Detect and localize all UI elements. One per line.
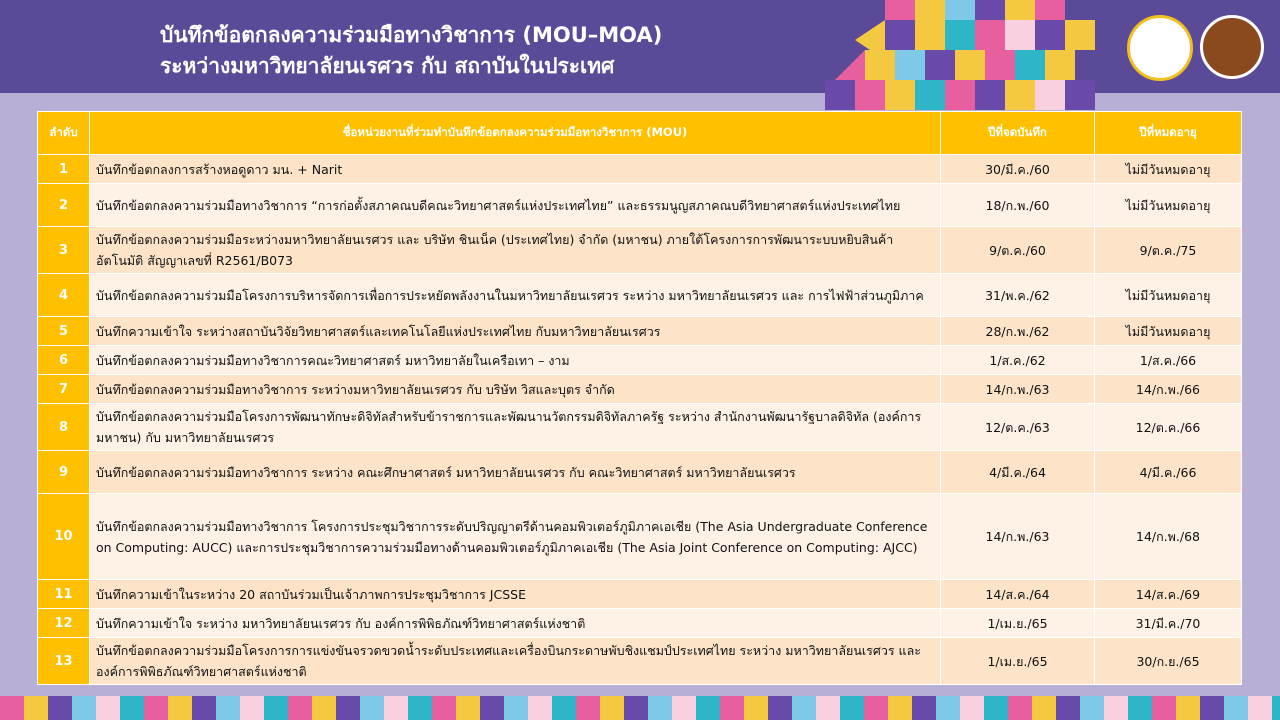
table-row xyxy=(38,494,1242,580)
row-start-date: 18/ก.พ./60 xyxy=(941,184,1095,227)
row-number: 12 xyxy=(38,609,90,638)
title-line-1: บันทึกข้อตกลงความร่วมมือทางวิชาการ (MOU–MOA) xyxy=(160,23,663,47)
row-name: บันทึกข้อตกลงความร่วมมือทางวิชาการคณะวิทยาศาสตร์ มหาวิทยาลัยในเครือเทา – งาม xyxy=(90,346,941,375)
row-name: บันทึกความเข้าในระหว่าง 20 สถาบันร่วมเป็นเจ้าภาพการประชุมวิชาการ JCSSE xyxy=(90,580,941,609)
faculty-logo xyxy=(1200,15,1264,79)
table-row xyxy=(38,375,1242,404)
column-header-no: ลำดับ xyxy=(38,112,90,155)
row-end-date: ไม่มีวันหมดอายุ xyxy=(1095,155,1242,184)
row-number: 13 xyxy=(38,638,90,685)
row-number: 1 xyxy=(38,155,90,184)
row-number: 6 xyxy=(38,346,90,375)
row-number: 2 xyxy=(38,184,90,227)
table-header-row xyxy=(38,112,1242,155)
row-start-date: 9/ต.ค./60 xyxy=(941,227,1095,274)
row-start-date: 14/ก.พ./63 xyxy=(941,494,1095,580)
university-logo xyxy=(1127,15,1193,81)
column-header-start: ปีที่จดบันทึก xyxy=(941,112,1095,155)
row-name: บันทึกความเข้าใจ ระหว่าง มหาวิทยาลัยนเรศวร กับ องค์การพิพิธภัณฑ์วิทยาศาสตร์แห่งชาติ xyxy=(90,609,941,638)
row-number: 3 xyxy=(38,227,90,274)
mou-table xyxy=(37,111,1242,685)
decorative-mosaic xyxy=(815,0,1115,110)
row-end-date: 1/ส.ค./66 xyxy=(1095,346,1242,375)
row-end-date: ไม่มีวันหมดอายุ xyxy=(1095,274,1242,317)
mou-table-container xyxy=(37,111,1241,679)
row-start-date: 1/ส.ค./62 xyxy=(941,346,1095,375)
row-number: 10 xyxy=(38,494,90,580)
row-end-date: 12/ต.ค./66 xyxy=(1095,404,1242,451)
page-title xyxy=(160,20,662,82)
row-end-date: 30/ก.ย./65 xyxy=(1095,638,1242,685)
row-name: บันทึกข้อตกลงความร่วมมือโครงการการแข่งขันจรวดขวดน้ำระดับประเทศและเครื่องบินกระดาษพับชิงแชมป์ประเทศไทย ระหว่าง มหาวิทยาลัยนเรศวร และ องค์การพิพิธภัณฑ์วิทยาศาสตร์แห่งชาติ xyxy=(90,638,941,685)
column-header-name: ชื่อหน่วยงานที่ร่วมทำบันทึกข้อตกลงความร่วมมือทางวิชาการ (MOU) xyxy=(90,112,941,155)
table-row xyxy=(38,451,1242,494)
table-row xyxy=(38,184,1242,227)
row-end-date: 9/ต.ค./75 xyxy=(1095,227,1242,274)
row-end-date: 31/มี.ค./70 xyxy=(1095,609,1242,638)
row-number: 5 xyxy=(38,317,90,346)
table-row xyxy=(38,227,1242,274)
row-number: 4 xyxy=(38,274,90,317)
table-row xyxy=(38,346,1242,375)
column-header-end: ปีที่หมดอายุ xyxy=(1095,112,1242,155)
row-name: บันทึกข้อตกลงความร่วมมือทางวิชาการ โครงการประชุมวิชาการระดับปริญญาตรีด้านคอมพิวเตอร์ภูมิภาคเอเชีย (The Asia Undergraduate Conference on Computing: AUCC) และการประชุมวิชาการความร่วมมือทางด้านคอมพิวเตอร์ภูมิภาคเอเชีย (The Asia Joint Conference on Computing: AJCC) xyxy=(90,494,941,580)
row-start-date: 1/เม.ย./65 xyxy=(941,609,1095,638)
row-start-date: 28/ก.พ./62 xyxy=(941,317,1095,346)
row-number: 9 xyxy=(38,451,90,494)
row-name: บันทึกข้อตกลงความร่วมมือทางวิชาการ “การก่อตั้งสภาคณบดีคณะวิทยาศาสตร์แห่งประเทศไทย” และธรรมนูญสภาคณบดีวิทยาศาสตร์แห่งประเทศไทย xyxy=(90,184,941,227)
row-name: บันทึกความเข้าใจ ระหว่างสถาบันวิจัยวิทยาศาสตร์และเทคโนโลยีแห่งประเทศไทย กับมหาวิทยาลัยนเรศวร xyxy=(90,317,941,346)
row-end-date: ไม่มีวันหมดอายุ xyxy=(1095,317,1242,346)
row-end-date: 14/ก.พ./66 xyxy=(1095,375,1242,404)
row-end-date: 14/ส.ค./69 xyxy=(1095,580,1242,609)
row-name: บันทึกข้อตกลงการสร้างหอดูดาว มน. + Narit xyxy=(90,155,941,184)
row-start-date: 1/เม.ย./65 xyxy=(941,638,1095,685)
table-row xyxy=(38,609,1242,638)
row-start-date: 14/ส.ค./64 xyxy=(941,580,1095,609)
title-line-2: ระหว่างมหาวิทยาลัยนเรศวร กับ สถาบันในประเทศ xyxy=(160,54,615,78)
row-name: บันทึกข้อตกลงความร่วมมือทางวิชาการ ระหว่างมหาวิทยาลัยนเรศวร กับ บริษัท วิสและบุตร จำกัด xyxy=(90,375,941,404)
row-name: บันทึกข้อตกลงความร่วมมือโครงการพัฒนาทักษะดิจิทัลสำหรับข้าราชการและพัฒนานวัตกรรมดิจิทัลภาครัฐ ระหว่าง สำนักงานพัฒนารัฐบาลดิจิทัล (องค์การมหาชน) กับ มหาวิทยาลัยนเรศวร xyxy=(90,404,941,451)
row-end-date: 14/ก.พ./68 xyxy=(1095,494,1242,580)
row-number: 7 xyxy=(38,375,90,404)
row-end-date: ไม่มีวันหมดอายุ xyxy=(1095,184,1242,227)
table-row xyxy=(38,317,1242,346)
row-start-date: 12/ต.ค./63 xyxy=(941,404,1095,451)
row-end-date: 4/มี.ค./66 xyxy=(1095,451,1242,494)
row-number: 8 xyxy=(38,404,90,451)
row-number: 11 xyxy=(38,580,90,609)
table-row xyxy=(38,155,1242,184)
row-start-date: 4/มี.ค./64 xyxy=(941,451,1095,494)
table-row xyxy=(38,638,1242,685)
row-name: บันทึกข้อตกลงความร่วมมือทางวิชาการ ระหว่าง คณะศึกษาศาสตร์ มหาวิทยาลัยนเรศวร กับ คณะวิทยาศาสตร์ มหาวิทยาลัยนเรศวร xyxy=(90,451,941,494)
decorative-footer-mosaic xyxy=(0,696,1280,720)
table-row xyxy=(38,274,1242,317)
table-row xyxy=(38,580,1242,609)
row-start-date: 31/พ.ค./62 xyxy=(941,274,1095,317)
row-name: บันทึกข้อตกลงความร่วมมือโครงการบริหารจัดการเพื่อการประหยัดพลังงานในมหาวิทยาลัยนเรศวร ระหว่าง มหาวิทยาลัยนเรศวร และ การไฟฟ้าส่วนภูมิภาค xyxy=(90,274,941,317)
table-row xyxy=(38,404,1242,451)
row-name: บันทึกข้อตกลงความร่วมมือระหว่างมหาวิทยาลัยนเรศวร และ บริษัท ชินเน็ค (ประเทศไทย) จำกัด (มหาชน) ภายใต้โครงการการพัฒนาระบบหยิบสินค้าอัตโนมัติ สัญญาเลขที่ R2561/B073 xyxy=(90,227,941,274)
row-start-date: 14/ก.พ./63 xyxy=(941,375,1095,404)
row-start-date: 30/มี.ค./60 xyxy=(941,155,1095,184)
